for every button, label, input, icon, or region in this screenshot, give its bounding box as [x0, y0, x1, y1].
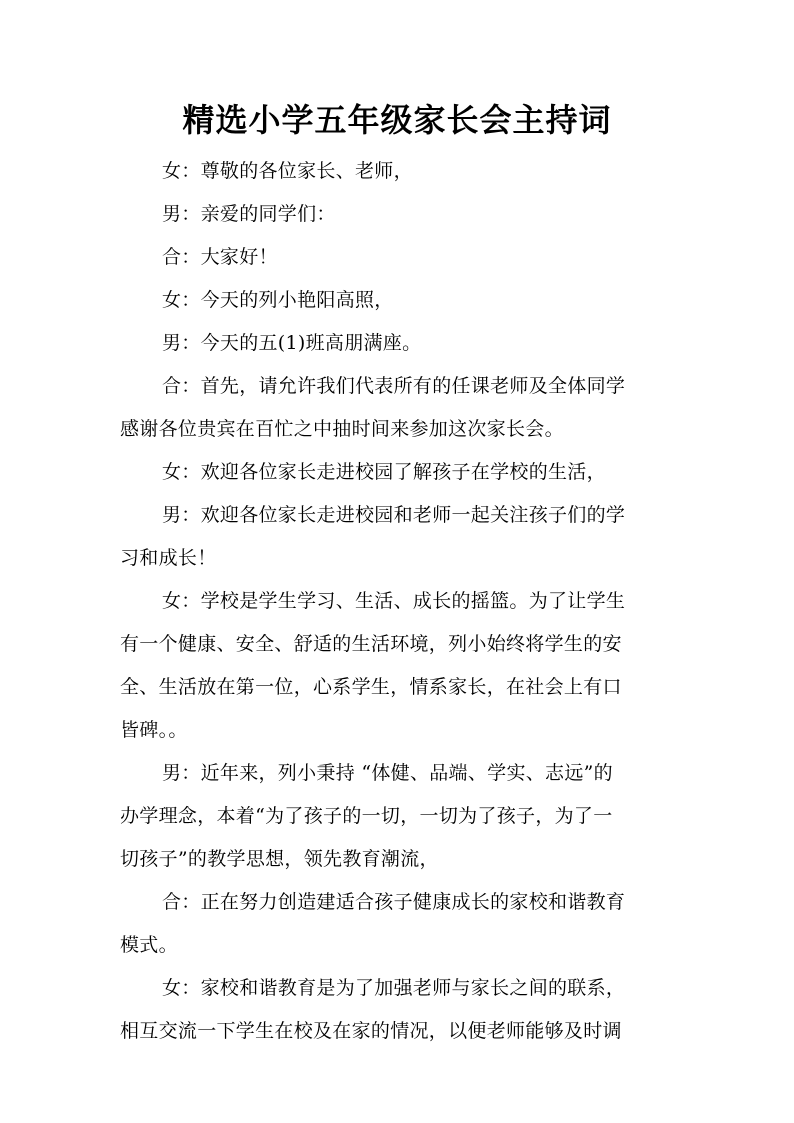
text-line: 全、生活放在第一位，心系学生，情系家长，在社会上有口 — [120, 676, 622, 698]
text-line: 男：欢迎各位家长走进校园和老师一起关注孩子们的学 — [162, 504, 626, 526]
text-line: 有一个健康、安全、舒适的生活环境，列小始终将学生的安 — [120, 633, 622, 655]
document-title: 精选小学五年级家长会主持词 — [182, 101, 612, 139]
text-line: 习和成长！ — [120, 547, 217, 569]
text-line: 合：首先，请允许我们代表所有的任课老师及全体同学 — [162, 375, 626, 397]
text-line: 皆碑。。 — [120, 719, 188, 741]
text-line: 切孩子”的教学思想，领先教育潮流， — [120, 848, 439, 870]
text-line: 模式。 — [120, 934, 178, 956]
text-line: 女：尊敬的各位家长、老师， — [162, 160, 413, 182]
text-line: 女：家校和谐教育是为了加强老师与家长之间的联系， — [162, 977, 626, 999]
text-line: 感谢各位贵宾在百忙之中抽时间来参加这次家长会。 — [120, 418, 564, 440]
text-line: 办学理念，本着“为了孩子的一切，一切为了孩子，为了一 — [120, 805, 613, 827]
text-line: 合：正在努力创造建适合孩子健康成长的家校和谐教育 — [162, 891, 626, 913]
text-line: 男：今天的五(1)班高朋满座。 — [162, 332, 422, 354]
text-line: 男：亲爱的同学们： — [162, 203, 336, 225]
text-line: 相互交流一下学生在校及在家的情况，以便老师能够及时调 — [120, 1020, 622, 1042]
text-line: 合：大家好！ — [162, 246, 278, 268]
document-body — [120, 150, 680, 1053]
text-line: 男：近年来，列小秉持 “体健、品端、学实、志远”的 — [162, 762, 613, 784]
text-line: 女：欢迎各位家长走进校园了解孩子在学校的生活， — [162, 461, 606, 483]
text-line: 女：今天的列小艳阳高照， — [162, 289, 394, 311]
text-line: 女：学校是学生学习、生活、成长的摇篮。为了让学生 — [162, 590, 626, 612]
